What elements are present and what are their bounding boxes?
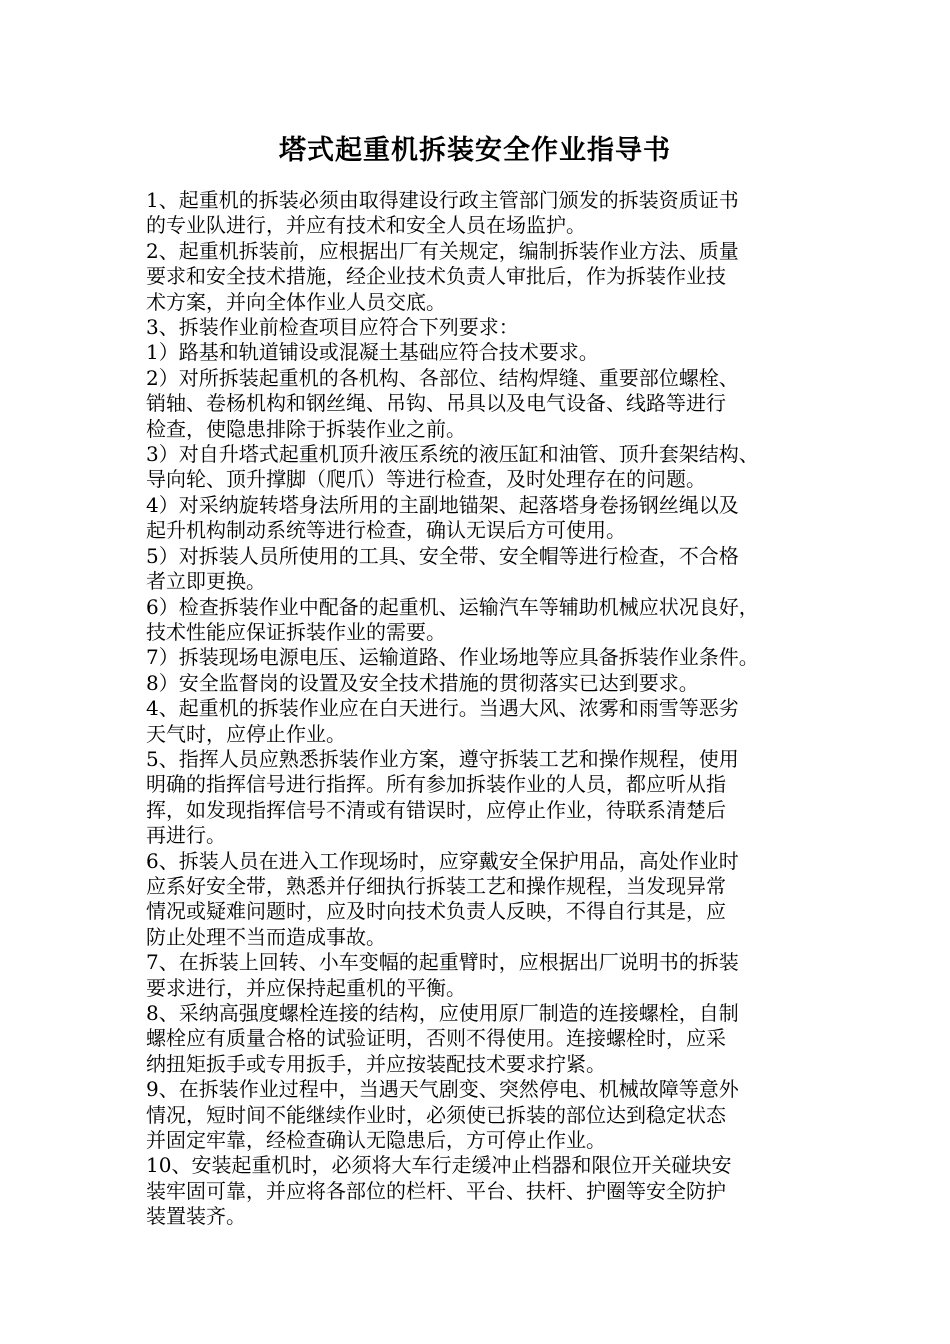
paragraph-10: 10、安装起重机时，必须将大车行走缓冲止档器和限位开关碰块安 装牢固可靠，并应将各部位的栏杆、平台、扶杆、护圈等安全防护 装置装齐。 (146, 1153, 732, 1229)
paragraph-3: 3、拆装作业前检查项目应符合下列要求： (146, 315, 519, 340)
paragraph-7: 7、在拆装上回转、小车变幅的起重臂时，应根据出厂说明书的拆装 要求进行，并应保持起重机的平衡。 (146, 950, 739, 1000)
sub-item-3: 3）对自升塔式起重机顶升液压系统的液压缸和油管、顶升套架结构、 导向轮、顶升撑脚（爬爪）等进行检查，及时处理存在的问题。 (146, 442, 759, 492)
sub-item-1: 1）路基和轨道铺设或混凝土基础应符合技术要求。 (146, 340, 599, 365)
sub-item-8: 8）安全监督岗的设置及安全技术措施的贯彻落实已达到要求。 (146, 670, 699, 695)
sub-item-4: 4）对采纳旋转塔身法所用的主副地锚架、起落塔身卷扬钢丝绳以及 起升机构制动系统等进行检查，确认无误后方可使用。 (146, 492, 739, 543)
paragraph-9: 9、在拆装作业过程中，当遇天气剧变、突然停电、机械故障等意外 情况，短时间不能继续作业时，必须使已拆装的部位达到稳定状态 并固定牢靠，经检查确认无隐患后，方可停止作业。 (146, 1077, 739, 1153)
document-body (146, 188, 826, 1230)
sub-item-2: 2）对所拆装起重机的各机构、各部位、结构焊缝、重要部位螺栓、 销轴、卷杨机构和钢丝绳、吊钩、吊具以及电气设备、线路等进行 检查，使隐患排除于拆装作业之前。 (146, 365, 739, 441)
paragraph-8: 8、采纳高强度螺栓连接的结构，应使用原厂制造的连接螺栓，自制 螺栓应有质量合格的试验证明，否则不得使用。连接螺栓时，应采 纳扭矩扳手或专用扳手，并应按装配技术要求拧紧。 (146, 1001, 739, 1076)
paragraph-4: 4、起重机的拆装作业应在白天进行。当遇大风、浓雾和雨雪等恶劣 天气时，应停止作业。 (146, 696, 739, 746)
sub-item-7: 7）拆装现场电源电压、运输道路、作业场地等应具备拆装作业条件。 (146, 645, 759, 670)
paragraph-5: 5、指挥人员应熟悉拆装作业方案，遵守拆装工艺和操作规程，使用 明确的指挥信号进行指挥。所有参加拆装作业的人员，都应听从指 挥，如发现指挥信号不清或有错误时，应停止作业，待联系清楚后 再进行。 (146, 746, 739, 848)
sub-item-6: 6）检查拆装作业中配备的起重机、运输汽车等辅助机械应状况良好， 技术性能应保证拆装作业的需要。 (146, 594, 759, 644)
document-title: 塔式起重机拆装安全作业指导书 (279, 135, 671, 166)
paragraph-6: 6、拆装人员在进入工作现场时，应穿戴安全保护用品，高处作业时 应系好安全带，熟悉并仔细执行拆装工艺和操作规程，当发现异常 情况或疑难问题时，应及时向技术负责人反映，不得自行其是，应 防止处理不当而造成事故。 (146, 848, 739, 949)
paragraph-2: 2、起重机拆装前，应根据出厂有关规定，编制拆装作业方法、质量 要求和安全技术措施，经企业技术负责人审批后，作为拆装作业技 术方案，并向全体作业人员交底。 (146, 238, 739, 314)
sub-item-5: 5）对拆装人员所使用的工具、安全带、安全帽等进行检查，不合格 者立即更换。 (146, 543, 739, 594)
paragraph-1: 1、起重机的拆装必须由取得建设行政主管部门颁发的拆装资质证书 的专业队进行，并应有技术和安全人员在场监护。 (146, 188, 739, 238)
